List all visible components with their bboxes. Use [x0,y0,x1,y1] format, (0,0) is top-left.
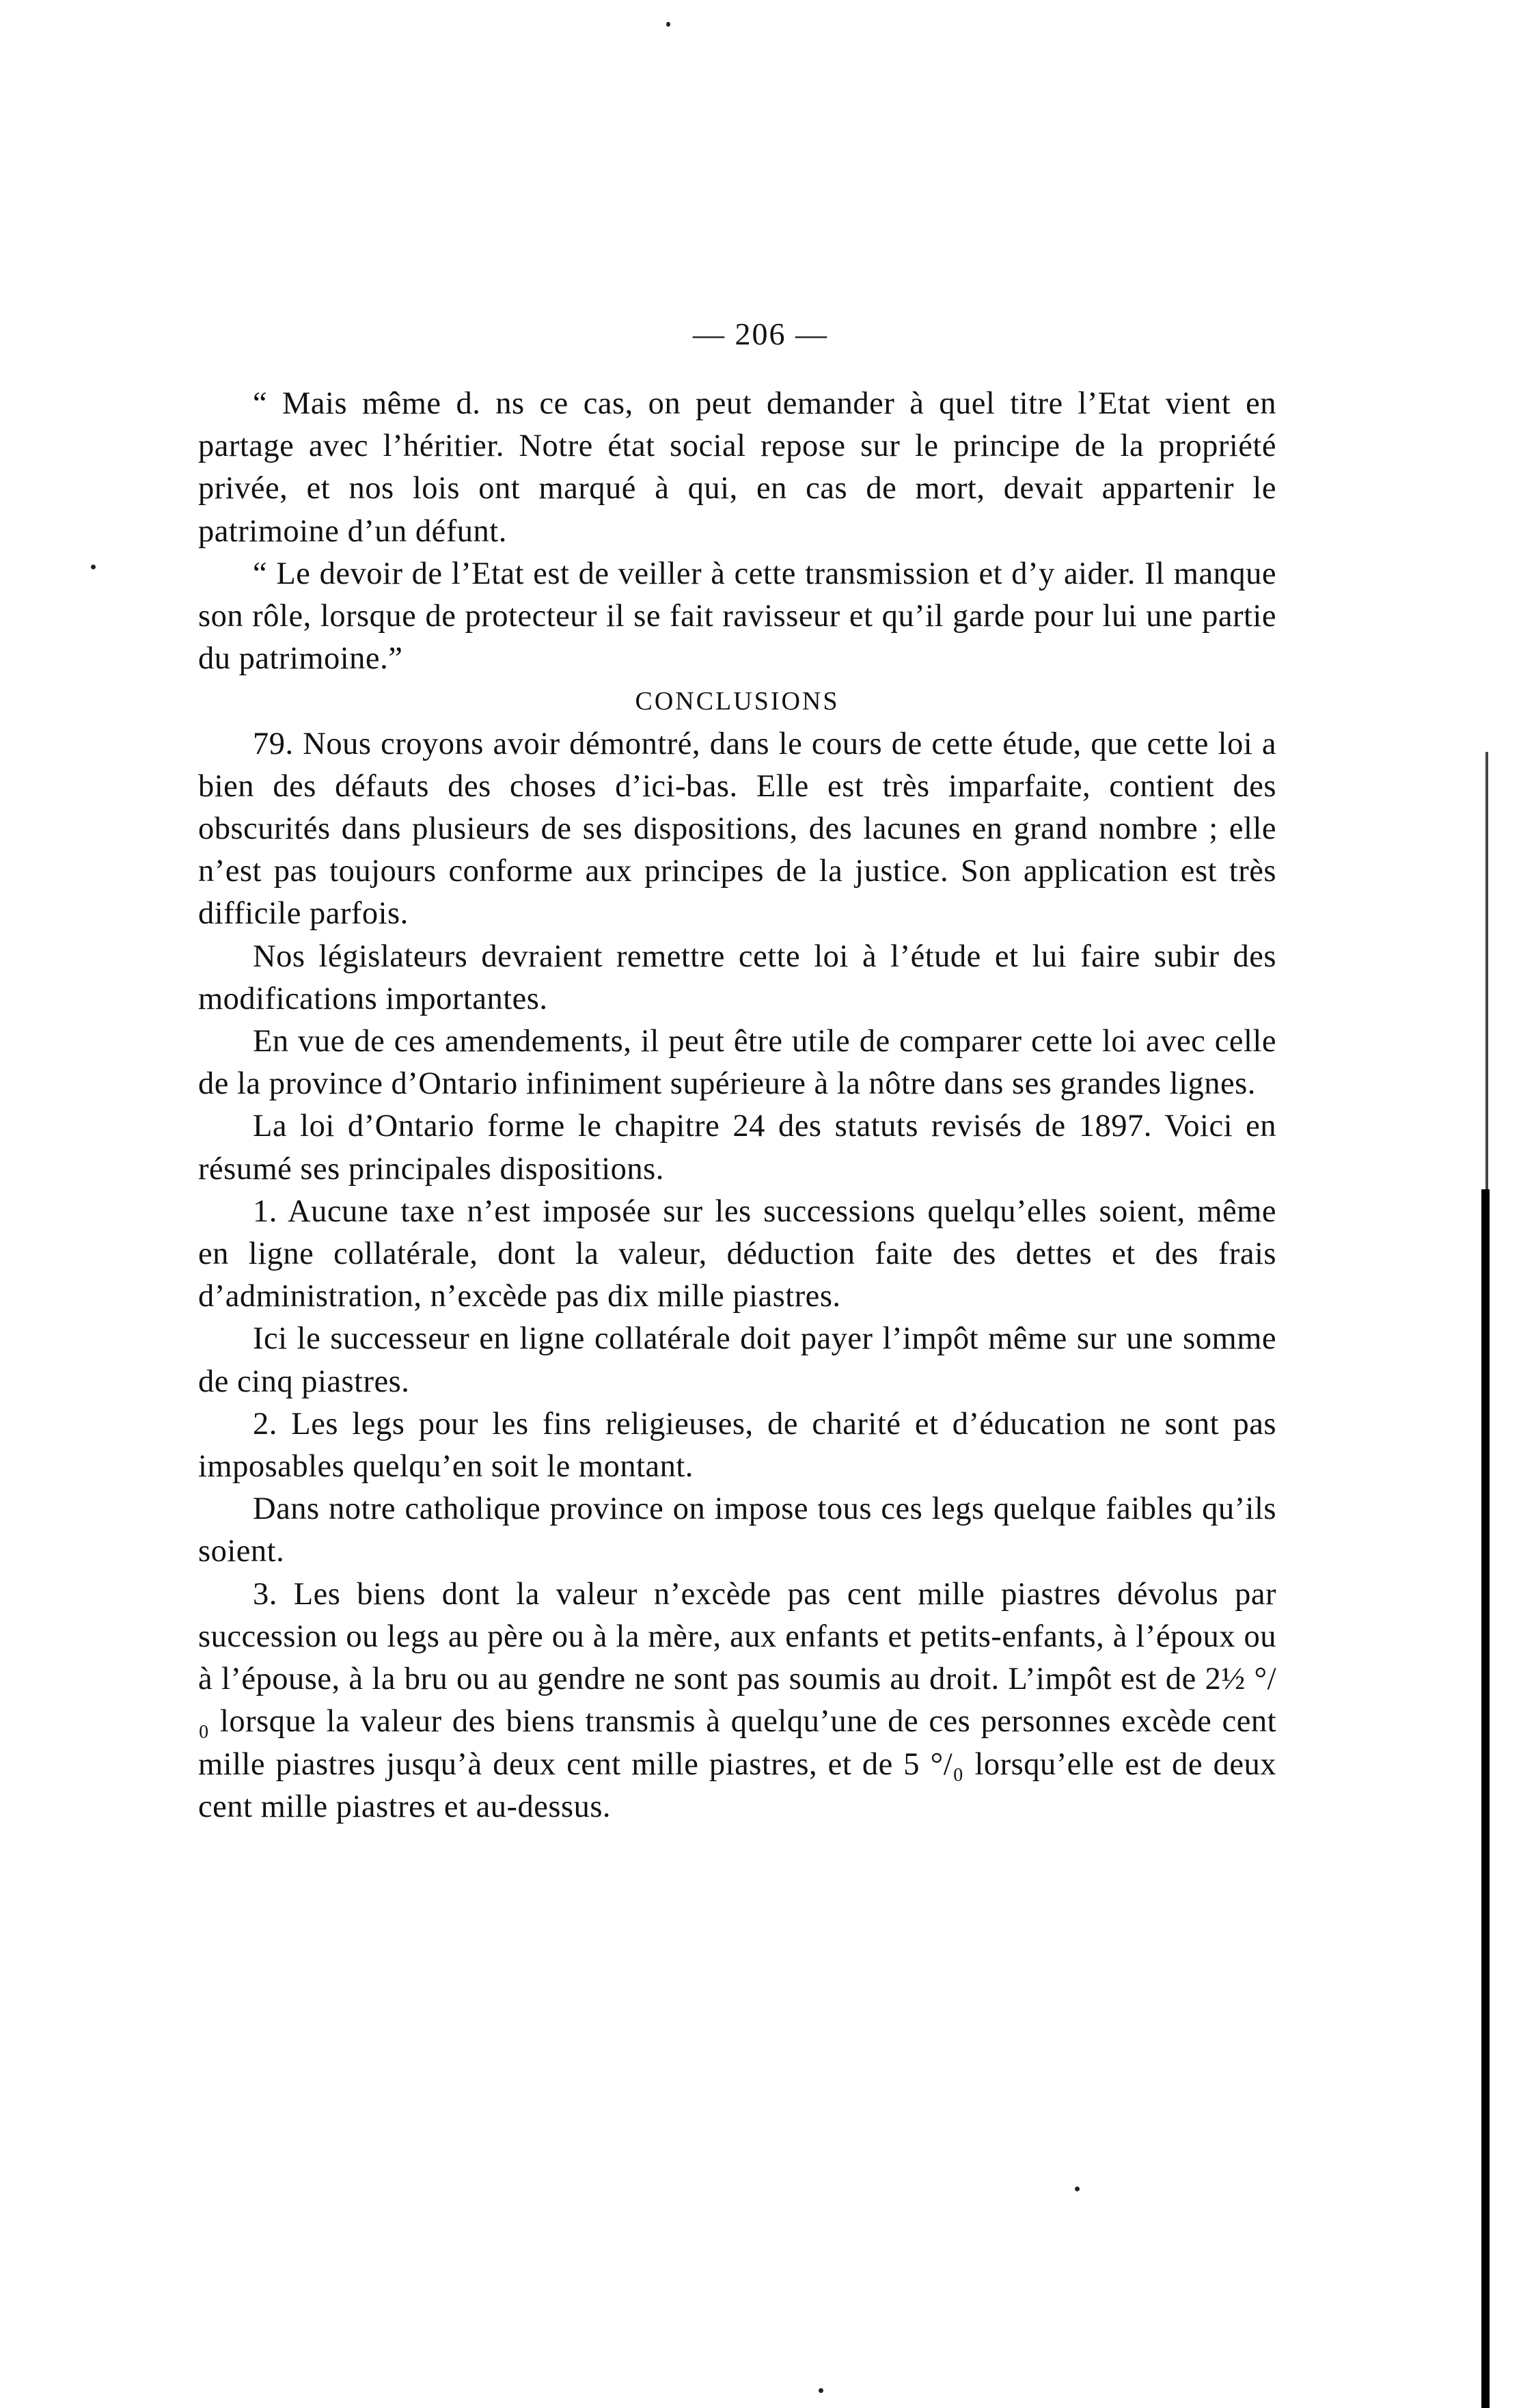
page-body [198,383,1276,1828]
paragraph-amendements: En vue de ces amendements, il peut être utile de comparer cette loi avec celle de la province d’Ontario infiniment supérieure à la nôtre dans ses grandes lignes. [198,1024,1276,1102]
paragraph-item-3: 3. Les biens dont la valeur n’excède pas cent mille piastres dévolus par succession ou legs au père ou à la mère, aux enfants et petits-enfants, à l’époux ou à l’épouse, à la bru ou au gendre ne sont pas soumis au droit. L’impôt est de 2½ °/₀ lorsque la valeur des biens transmis à quelqu’une de ces personnes excède cent mille piastres jusqu’à deux cent mille piastres, et de 5 °/₀ lorsqu’elle est de deux cent mille piastres et au-dessus. [198,1576,1276,1824]
paragraph-quote-1: “ Mais même d. ns ce cas, on peut demander à quel titre l’Etat vient en partage avec l’héritier. Notre état social repose sur le principe de la propriété privée, et nos lois ont marqué à qui, en cas de mort, devait appartenir le patrimoine d’un défunt. [198,386,1276,549]
paragraph-loi-ontario: La loi d’Ontario forme le chapitre 24 des statuts revisés de 1897. Voici en résumé ses principales dispositions. [198,1109,1276,1187]
paragraph-item-2: 2. Les legs pour les fins religieuses, de charité et d’éducation ne sont pas imposables quelqu’en soit le montant. [198,1406,1276,1485]
paragraph-legislateurs: Nos législateurs devraient remettre cette loi à l’étude et lui faire subir des modifications importantes. [198,938,1276,1016]
paragraph-ici: Ici le successeur en ligne collatérale doit payer l’impôt même sur une somme de cinq piastres. [198,1321,1276,1399]
paragraph-79: 79. Nous croyons avoir démontré, dans le cours de cette étude, que cette loi a bien des défauts des choses d’ici-bas. Elle est très imparfaite, contient des obscurités dans plusieurs de ses dispositions, des lacunes en grand nombre ; elle n’est pas toujours conforme aux principes de la justice. Son application est très difficile parfois. [198,726,1276,932]
paragraph-item-1: 1. Aucune taxe n’est imposée sur les successions quelqu’elles soient, même en ligne collatérale, dont la valeur, déduction faite des dettes et des frais d’administration, n’excède pas dix mille piastres. [198,1193,1276,1314]
paragraph-dans-notre: Dans notre catholique province on impose tous ces legs quelque faibles qu’ils soient. [198,1491,1276,1569]
ink-speck-top [666,22,670,27]
section-heading: CONCLUSIONS [635,687,840,716]
page-edge-shadow-upper [1485,752,1488,1189]
ink-speck-left-margin [91,565,96,569]
page-number: — 206 — [693,316,828,351]
ink-speck-bottom [819,2388,823,2393]
ink-speck-bottom-right [1075,2187,1080,2191]
page-edge-shadow [1481,1189,1490,2408]
paragraph-quote-2: “ Le devoir de l’Etat est de veiller à cette transmission et d’y aider. Il manque son rôle, lorsque de protecteur il se fait ravisseur et qu’il garde pour lui une partie du patrimoine.” [198,556,1276,677]
